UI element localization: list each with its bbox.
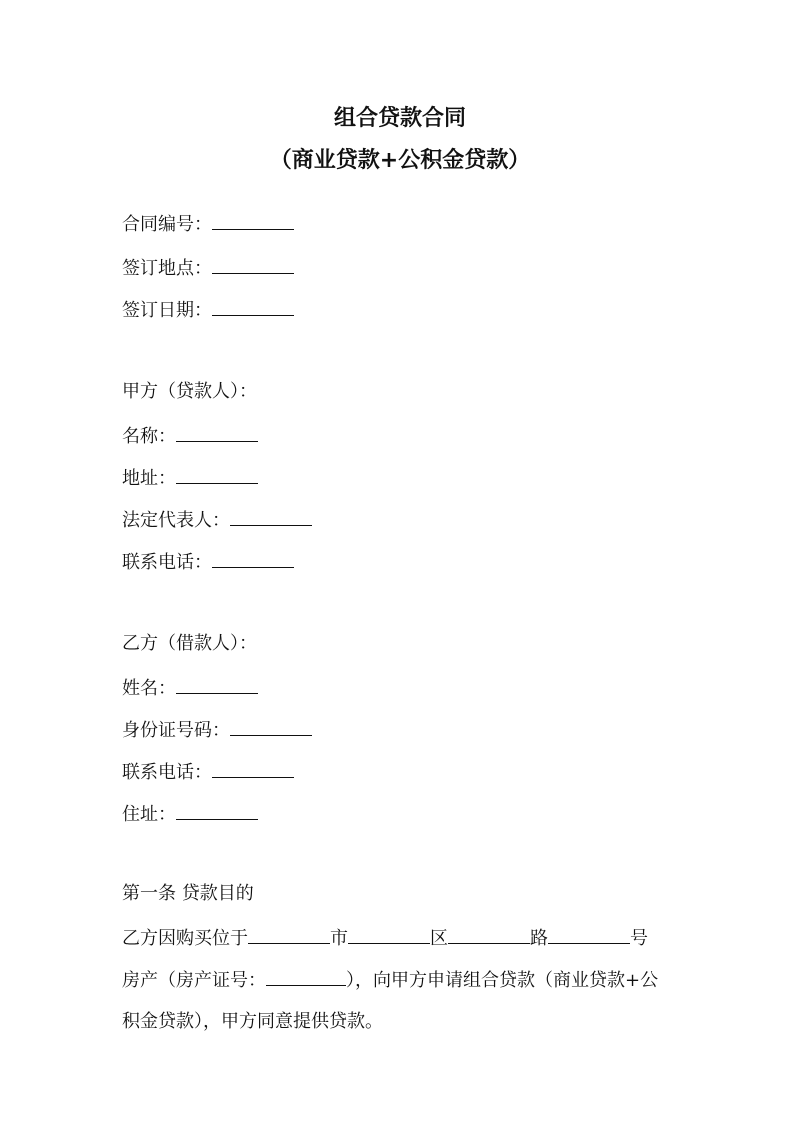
sign-date-blank[interactable] — [212, 295, 294, 316]
party-a-name-label: 名称： — [122, 426, 176, 447]
contract-no-label: 合同编号： — [122, 214, 212, 235]
party-b-address-row — [122, 799, 258, 829]
party-a-legal-rep-label: 法定代表人： — [122, 510, 230, 531]
article-1-line-2 — [122, 965, 658, 995]
party-b-name-row — [122, 673, 258, 703]
article-1-line-3: 积金贷款），甲方同意提供贷款。 — [122, 1011, 383, 1032]
party-b-id-blank[interactable] — [230, 715, 312, 736]
party-a-address-row — [122, 463, 258, 493]
sign-place-row — [122, 253, 294, 283]
party-b-phone-blank[interactable] — [212, 757, 294, 778]
sign-date-row — [122, 295, 294, 325]
city-blank[interactable] — [248, 923, 330, 944]
article-1-text-e: 号 — [630, 928, 648, 949]
party-b-phone-row — [122, 757, 294, 787]
sign-place-blank[interactable] — [212, 253, 294, 274]
party-b-name-label: 姓名： — [122, 678, 176, 699]
article-1-text-d: 路 — [530, 928, 548, 949]
party-a-phone-row — [122, 547, 294, 577]
article-1-text-b: 市 — [330, 928, 348, 949]
party-b-name-blank[interactable] — [176, 673, 258, 694]
sign-date-label: 签订日期： — [122, 300, 212, 321]
party-a-legal-rep-blank[interactable] — [230, 505, 312, 526]
party-a-phone-label: 联系电话： — [122, 552, 212, 573]
party-a-name-blank[interactable] — [176, 421, 258, 442]
article-1-heading: 第一条 贷款目的 — [122, 883, 254, 904]
party-b-heading: 乙方（借款人）： — [122, 633, 257, 654]
sign-place-label: 签订地点： — [122, 258, 212, 279]
party-a-address-blank[interactable] — [176, 463, 258, 484]
article-1-text-f: 房产（房产证号： — [122, 970, 266, 991]
party-a-name-row — [122, 421, 258, 451]
article-1-text-c: 区 — [430, 928, 448, 949]
party-b-address-blank[interactable] — [176, 799, 258, 820]
party-a-phone-blank[interactable] — [212, 547, 294, 568]
party-b-id-row — [122, 715, 312, 745]
article-1-text-a: 乙方因购买位于 — [122, 928, 248, 949]
article-1-line-1 — [122, 923, 648, 953]
road-blank[interactable] — [448, 923, 530, 944]
doc-subtitle: （商业贷款+公积金贷款） — [269, 148, 531, 173]
party-a-heading: 甲方（贷款人）： — [122, 381, 257, 402]
number-blank[interactable] — [548, 923, 630, 944]
contract-no-row — [122, 209, 294, 239]
party-a-legal-rep-row — [122, 505, 312, 535]
doc-title: 组合贷款合同 — [333, 106, 466, 131]
party-b-id-label: 身份证号码： — [122, 720, 230, 741]
article-1-text-g: ），向甲方申请组合贷款（商业贷款+公 — [346, 970, 659, 991]
party-a-address-label: 地址： — [122, 468, 176, 489]
district-blank[interactable] — [348, 923, 430, 944]
contract-no-blank[interactable] — [212, 209, 294, 230]
property-cert-blank[interactable] — [266, 965, 346, 986]
party-b-address-label: 住址： — [122, 804, 176, 825]
party-b-phone-label: 联系电话： — [122, 762, 212, 783]
